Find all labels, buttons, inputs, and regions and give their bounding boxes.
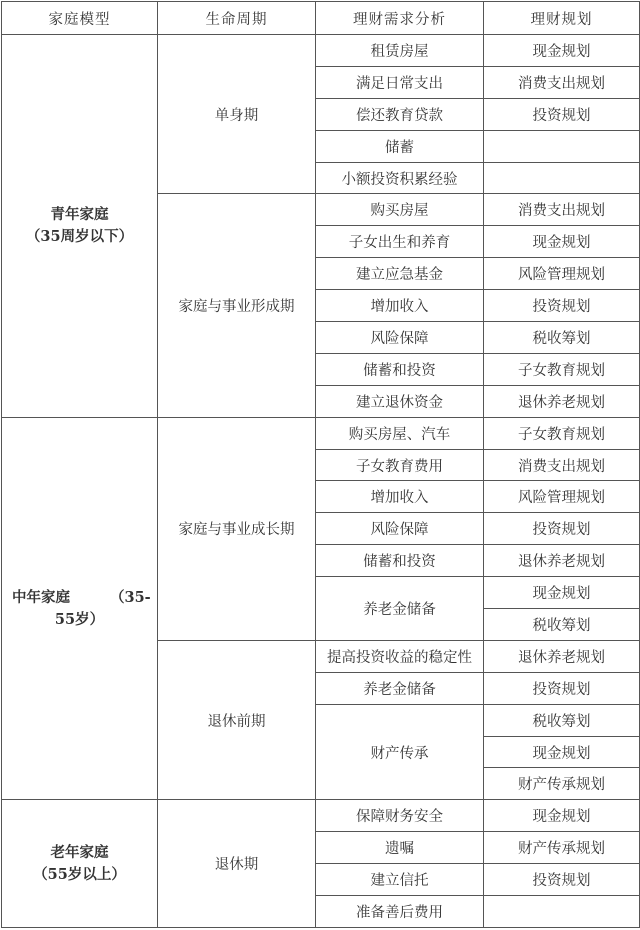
plan-cell: 税收筹划 xyxy=(484,609,640,641)
plan-cell: 现金规划 xyxy=(484,577,640,609)
plan-cell xyxy=(484,896,640,928)
life-stage-preretirement: 退休前期 xyxy=(158,640,316,799)
plan-cell: 投资规划 xyxy=(484,513,640,545)
need-cell: 财产传承 xyxy=(316,704,484,800)
family-model-name: 老年家庭 xyxy=(50,843,109,861)
need-cell: 购买房屋 xyxy=(316,194,484,226)
need-cell: 子女教育费用 xyxy=(316,449,484,481)
family-model-name: 青年家庭 xyxy=(50,205,109,223)
family-model-middle xyxy=(2,417,158,800)
plan-cell: 现金规划 xyxy=(484,226,640,258)
plan-cell: 税收筹划 xyxy=(484,322,640,354)
need-cell: 准备善后费用 xyxy=(316,896,484,928)
family-model-age-end: 55岁） xyxy=(54,610,105,628)
need-cell: 养老金储备 xyxy=(316,672,484,704)
need-cell: 建立信托 xyxy=(316,864,484,896)
plan-cell: 投资规划 xyxy=(484,864,640,896)
header-row xyxy=(2,2,640,35)
need-cell: 满足日常支出 xyxy=(316,66,484,98)
need-cell: 风险保障 xyxy=(316,513,484,545)
plan-cell: 现金规划 xyxy=(484,35,640,67)
plan-cell: 退休养老规划 xyxy=(484,545,640,577)
table-row xyxy=(2,417,640,449)
need-cell: 增加收入 xyxy=(316,290,484,322)
need-cell: 风险保障 xyxy=(316,322,484,354)
plan-cell: 现金规划 xyxy=(484,800,640,832)
plan-cell: 退休养老规划 xyxy=(484,640,640,672)
plan-cell xyxy=(484,162,640,194)
plan-cell: 消费支出规划 xyxy=(484,449,640,481)
plan-cell: 投资规划 xyxy=(484,672,640,704)
need-cell: 建立退休资金 xyxy=(316,385,484,417)
need-cell: 增加收入 xyxy=(316,481,484,513)
plan-cell: 投资规划 xyxy=(484,98,640,130)
plan-cell: 现金规划 xyxy=(484,736,640,768)
family-model-old xyxy=(2,800,158,928)
family-model-name: 中年家庭 xyxy=(12,588,70,606)
life-stage-growth: 家庭与事业成长期 xyxy=(158,417,316,640)
plan-cell: 风险管理规划 xyxy=(484,481,640,513)
plan-cell: 风险管理规划 xyxy=(484,258,640,290)
need-cell: 偿还教育贷款 xyxy=(316,98,484,130)
need-cell: 储蓄和投资 xyxy=(316,545,484,577)
need-cell: 养老金储备 xyxy=(316,577,484,641)
plan-cell: 消费支出规划 xyxy=(484,194,640,226)
financial-planning-table xyxy=(1,1,640,928)
need-cell: 储蓄和投资 xyxy=(316,353,484,385)
need-cell: 购买房屋、汽车 xyxy=(316,417,484,449)
header-needs-analysis: 理财需求分析 xyxy=(316,2,484,35)
need-cell: 提高投资收益的稳定性 xyxy=(316,640,484,672)
family-model-age-start: （35- xyxy=(110,588,151,606)
life-stage-retirement: 退休期 xyxy=(158,800,316,928)
plan-cell xyxy=(484,130,640,162)
plan-cell: 消费支出规划 xyxy=(484,66,640,98)
need-cell: 租赁房屋 xyxy=(316,35,484,67)
family-model-young xyxy=(2,35,158,418)
plan-cell: 投资规划 xyxy=(484,290,640,322)
family-model-age: （35周岁以下） xyxy=(25,227,134,245)
plan-cell: 子女教育规划 xyxy=(484,417,640,449)
plan-cell: 财产传承规划 xyxy=(484,832,640,864)
need-cell: 储蓄 xyxy=(316,130,484,162)
family-model-age: （55岁以上） xyxy=(33,865,126,883)
need-cell: 小额投资积累经验 xyxy=(316,162,484,194)
plan-cell: 子女教育规划 xyxy=(484,353,640,385)
header-financial-plan: 理财规划 xyxy=(484,2,640,35)
need-cell: 建立应急基金 xyxy=(316,258,484,290)
plan-cell: 退休养老规划 xyxy=(484,385,640,417)
plan-cell: 财产传承规划 xyxy=(484,768,640,800)
need-cell: 保障财务安全 xyxy=(316,800,484,832)
life-stage-forming: 家庭与事业形成期 xyxy=(158,194,316,417)
plan-cell: 税收筹划 xyxy=(484,704,640,736)
life-stage-single: 单身期 xyxy=(158,35,316,194)
header-life-cycle: 生命周期 xyxy=(158,2,316,35)
table-row xyxy=(2,35,640,67)
need-cell: 遗嘱 xyxy=(316,832,484,864)
table-row xyxy=(2,800,640,832)
need-cell: 子女出生和养育 xyxy=(316,226,484,258)
header-family-model: 家庭模型 xyxy=(2,2,158,35)
